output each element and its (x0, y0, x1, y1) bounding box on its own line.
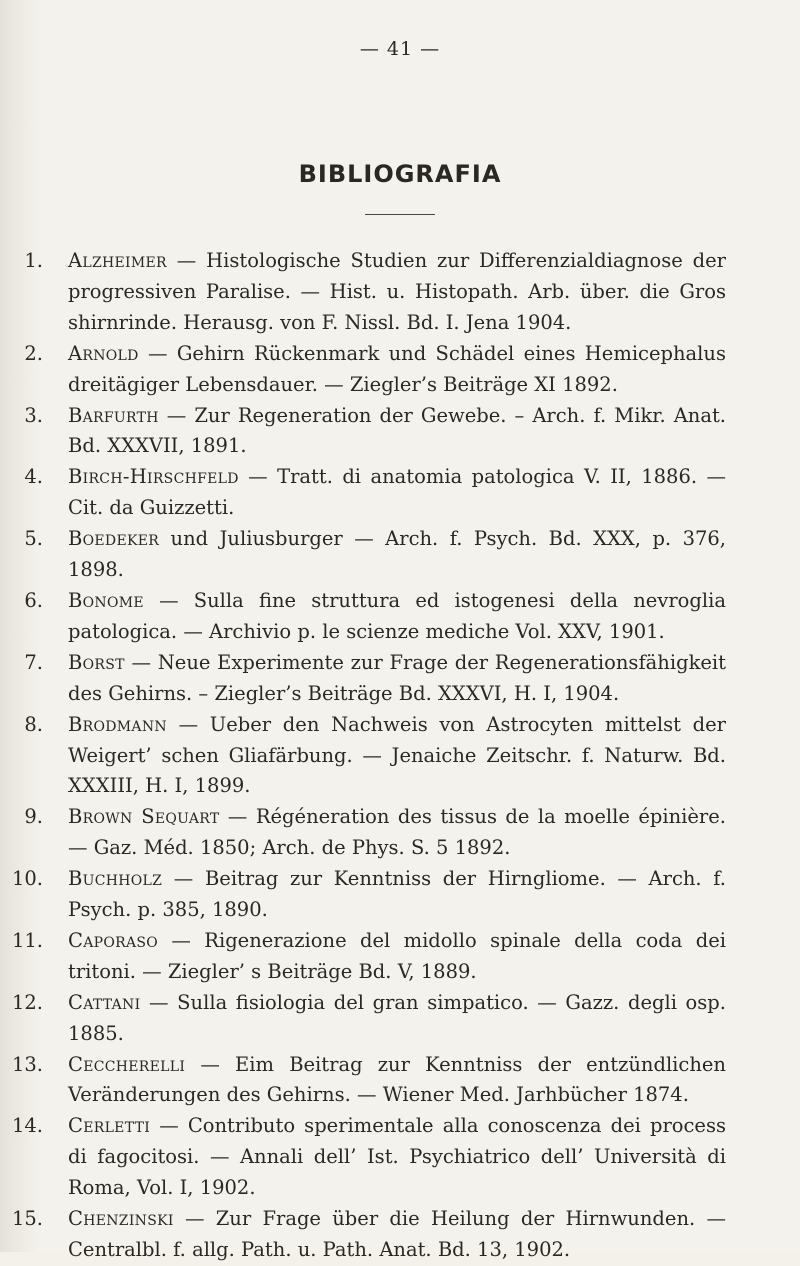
entry-text: — Contributo sperimentale alla conoscenza dei process di fagocitosi. — Annali dell’ Ist. Psychiatrico dell’ Università di Roma, Vol. I, 1902. (68, 1114, 726, 1200)
entry-author: Bonome (68, 588, 144, 612)
entry-number: 12. (11, 990, 43, 1014)
entry-number: 5. (24, 527, 43, 551)
entry-text: — Rigenerazione del midollo spinale della coda dei tritoni. — Ziegler’ s Beiträge Bd. V, 1889. (68, 928, 726, 983)
entry-author: Arnold (68, 341, 139, 365)
entry-text: — Neue Experimente zur Frage der Regenerationsfähigkeit des Gehirns. – Ziegler’s Beiträge Bd. XXXVI, H. I, 1904. (68, 650, 726, 705)
entry-number: 15. (11, 1207, 43, 1231)
entry-text: — Régéneration des tissus de la moelle épinière. — Gaz. Méd. 1850; Arch. de Phys. S. 5 1892. (68, 805, 726, 860)
entry-text: — Histologische Studien zur Differenzialdiagnose der progressiven Paralise. — Hist. u. Histopath. Arb. über. die Gros shirnrinde. Herausg. von F. Nissl. Bd. I. Jena 1904. (68, 249, 726, 334)
entry-text: — Sulla fine struttura ed istogenesi della nevroglia patologica. — Archivio p. le scienze mediche Vol. XXV, 1901. (68, 588, 726, 643)
entry-number: 13. (11, 1052, 43, 1076)
page-number: — 41 — (359, 38, 441, 60)
bibliography-entry (0, 246, 800, 339)
entry-number: 11. (11, 928, 43, 952)
bibliography-entry (0, 586, 800, 648)
bibliography-entry (0, 864, 800, 926)
entry-text: — Sulla fisiologia del gran simpatico. — Gazz. degli osp. 1885. (68, 990, 726, 1045)
bibliography-entry (0, 462, 800, 524)
entry-number: 7. (24, 650, 43, 674)
page-title: BIBLIOGRAFIA (298, 160, 502, 188)
entry-author: Caporaso (68, 928, 159, 952)
entry-number: 10. (11, 867, 43, 891)
bibliography-list (0, 246, 800, 1266)
entry-text: — Beitrag zur Kenntniss der Hirngliome. — Arch. f. Psych. p. 385, 1890. (68, 867, 726, 922)
entry-author: Cerletti (68, 1114, 151, 1138)
bibliography-entry (0, 710, 800, 803)
entry-number: 1. (24, 249, 43, 272)
bibliography-entry (0, 988, 800, 1050)
bibliography-entry (0, 648, 800, 710)
entry-text: und Juliusburger — Arch. f. Psych. Bd. XXX, p. 376, 1898. (68, 527, 726, 582)
entry-author: Ceccherelli (68, 1052, 186, 1076)
entry-number: 6. (24, 588, 43, 612)
entry-author: Boedeker (68, 527, 160, 551)
entry-author: Barfurth (68, 403, 159, 427)
entry-text: — Ueber den Nachweis von Astrocyten mittelst der Weigert’ schen Gliafärbung. — Jenaiche Zeitschr. f. Naturw. Bd. XXXIII, H. I, 1899. (68, 712, 726, 798)
entry-author: Borst (68, 650, 125, 674)
entry-number: 8. (24, 712, 43, 736)
entry-text: — Eim Beitrag zur Kenntniss der entzündlichen Veränderungen des Gehirns. — Wiener Med. Jarhbücher 1874. (68, 1052, 726, 1107)
entry-number: 3. (24, 403, 43, 427)
entry-author: Brodmann (68, 712, 167, 736)
entry-author: Birch-Hirschfeld (68, 465, 239, 489)
entry-number: 4. (24, 465, 43, 489)
bibliography-entry (0, 1050, 800, 1112)
entry-author: Alzheimer (68, 249, 167, 272)
entry-number: 14. (11, 1114, 43, 1138)
entry-number: 2. (24, 341, 43, 365)
bibliography-entry (0, 1204, 800, 1266)
entry-author: Brown Sequart (68, 805, 220, 829)
entry-number: 9. (24, 805, 43, 829)
entry-author: Cattani (68, 990, 141, 1014)
entry-text: — Zur Regeneration der Gewebe. – Arch. f. Mikr. Anat. Bd. XXXVII, 1891. (68, 403, 726, 458)
bibliography-entry (0, 926, 800, 988)
bibliography-entry (0, 1111, 800, 1204)
bibliography-entry (0, 401, 800, 463)
bibliography-entry (0, 339, 800, 401)
entry-text: — Zur Frage über die Heilung der Hirnwunden. — Centralbl. f. allg. Path. u. Path. Anat. Bd. 13, 1902. (68, 1207, 726, 1261)
bibliography-entry (0, 802, 800, 864)
title-divider (365, 214, 435, 215)
entry-author: Chenzinski (68, 1207, 174, 1231)
entry-text: — Gehirn Rückenmark und Schädel eines Hemicephalus dreitägiger Lebensdauer. — Ziegler’s Beiträge XI 1892. (68, 341, 726, 396)
entry-text: — Tratt. di anatomia patologica V. II, 1886. — Cit. da Guizzetti. (68, 465, 726, 520)
entry-author: Buchholz (68, 867, 163, 891)
bibliography-entry (0, 524, 800, 586)
